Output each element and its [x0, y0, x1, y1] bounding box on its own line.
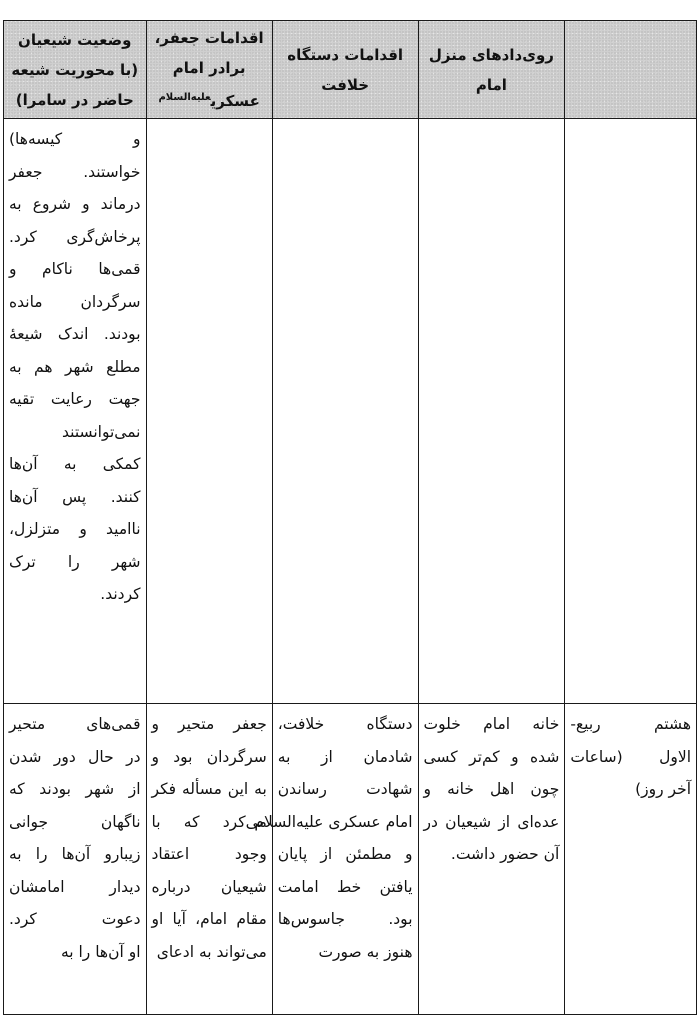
table-row — [4, 119, 697, 704]
text-line: ناگهان جوانی — [9, 812, 141, 831]
text-line: سرگردان مانده — [9, 292, 141, 311]
cell-jafar-actions — [146, 704, 272, 1015]
text-line: پرخاش‌گری کرد. — [9, 227, 141, 246]
header-line: اقدامات دستگاه — [287, 45, 404, 64]
text-line: مقام امام، آیا او — [151, 910, 267, 928]
header-jafar-actions — [146, 21, 272, 119]
text-line: کردند. — [100, 585, 141, 603]
cell-caliphate-actions — [272, 119, 418, 704]
text-line: چون اهل خانه و — [423, 780, 560, 798]
text-line: خانه امام خلوت — [423, 715, 560, 733]
text-line: شهر را ترک — [9, 552, 141, 571]
text-line: آن حضور داشت. — [450, 845, 560, 863]
text-line: شهادت رساندن — [277, 780, 413, 798]
text-line: به این مسأله فکر — [151, 780, 267, 798]
header-shia-status — [4, 21, 147, 119]
text-line: قمی‌های متحیر — [9, 715, 141, 733]
text-line: جعفر متحیر و — [151, 715, 267, 733]
text-line: و کیسه‌ها) — [9, 130, 141, 148]
text-line: الاول (ساعات — [570, 747, 691, 766]
text-line: ناامید و متزلزل، — [9, 520, 141, 538]
cell-shia-status — [4, 119, 147, 704]
header-caliphate-actions — [272, 21, 418, 119]
events-table — [3, 20, 697, 1015]
cell-house-events — [418, 119, 565, 704]
header-date — [565, 21, 697, 119]
text-line: کنند. پس آن‌ها — [9, 487, 141, 506]
text-line: وجود اعتقاد — [151, 845, 267, 863]
header-line: (با محوریت شیعه — [11, 60, 139, 79]
text-line: قمی‌ها ناکام و — [9, 260, 141, 278]
header-line — [151, 83, 268, 116]
cell-jafar-actions — [146, 119, 272, 704]
text-line: و مطمئن از پایان — [277, 845, 413, 863]
text-line: زیبارو آن‌ها را به — [9, 845, 141, 863]
header-line-text: عسکری — [210, 92, 260, 110]
text-line: شادمان از به — [277, 747, 413, 766]
header-line: امام — [475, 75, 507, 94]
text-line: بودند. اندک شیعهٔ — [9, 325, 141, 343]
cell-caliphate-actions — [254, 704, 418, 1015]
header-line: حاضر در سامرا) — [15, 90, 134, 109]
text-line: امام عسکری علیه‌السلام — [254, 812, 413, 831]
header-line: وضعیت شیعیان — [18, 30, 132, 49]
cell-date — [565, 704, 697, 1015]
text-line: در حال دور شدن — [9, 747, 141, 766]
header-line: برادر امام — [172, 59, 246, 77]
cell-shia-status — [4, 704, 147, 1015]
text-line: شده و کم‌تر کسی — [423, 747, 560, 766]
cell-house-events — [418, 704, 565, 1015]
header-house-events — [418, 21, 565, 119]
text-line: مطلع شهر هم به — [9, 357, 141, 376]
text-line: دیدار امامشان — [9, 877, 141, 896]
text-line: عده‌ای از شیعیان در — [423, 812, 560, 831]
text-line: او آن‌ها را به — [60, 942, 141, 961]
text-line: از شهر بودند که — [9, 780, 141, 798]
honorific-glyph: علیه‌السلام — [158, 92, 211, 103]
text-line: بود. جاسوس‌ها — [277, 910, 413, 928]
header-line: اقدامات جعفر، — [154, 29, 264, 47]
cell-date — [565, 119, 697, 704]
text-line: دستگاه خلافت، — [277, 715, 413, 733]
header-row — [4, 21, 697, 119]
text-line: آخر روز) — [635, 780, 691, 798]
text-line: می‌کرد که با — [151, 812, 267, 831]
text-line: می‌تواند به ادعای — [156, 942, 267, 961]
text-line: شیعیان درباره — [151, 877, 267, 896]
text-line: درماند و شروع به — [9, 195, 141, 213]
header-line: روی‌دادهای منزل — [428, 45, 554, 64]
text-line: خواستند. جعفر — [9, 162, 141, 181]
text-line: نمی‌توانستند — [62, 422, 141, 441]
text-line: هنوز به صورت — [318, 942, 413, 961]
text-line: جهت رعایت تقیه — [9, 390, 141, 408]
header-line: خلافت — [321, 75, 370, 94]
text-line: هشتم ربیع- — [570, 715, 691, 733]
text-line: دعوت کرد. — [9, 910, 141, 928]
text-line: یافتن خط امامت — [277, 877, 413, 896]
text-line: کمکی به آن‌ها — [9, 455, 141, 473]
table-row — [4, 704, 697, 1015]
text-line: سرگردان بود و — [151, 747, 267, 766]
